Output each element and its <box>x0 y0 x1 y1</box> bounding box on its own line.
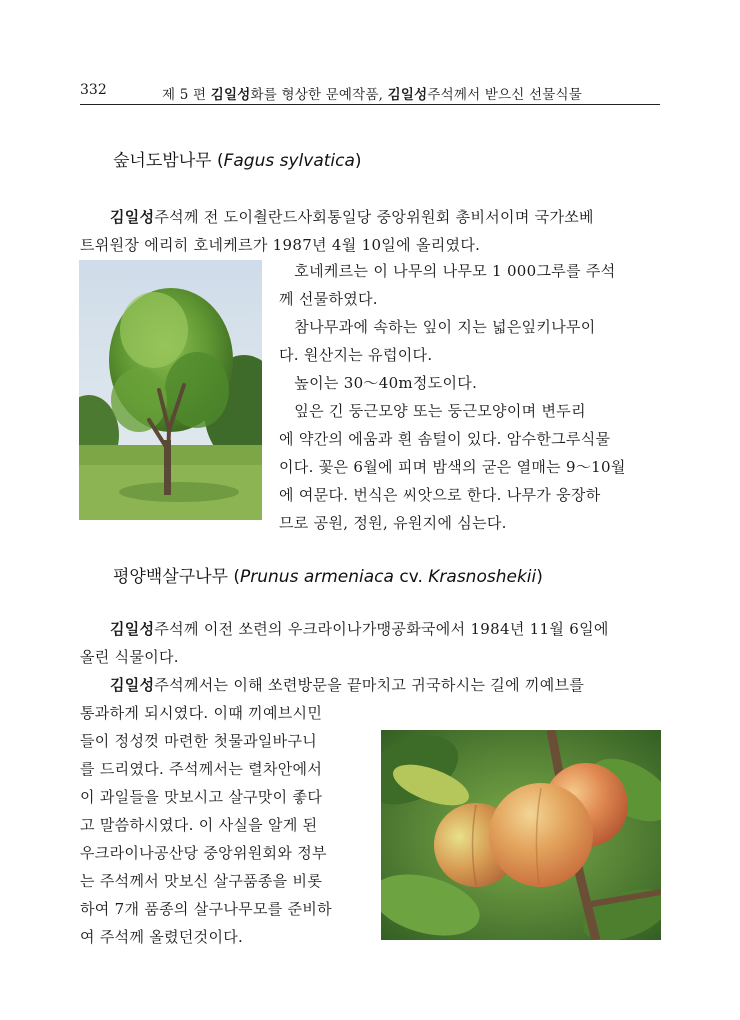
leader-name: 김일성 <box>110 208 155 226</box>
apricot-story-paragraph <box>80 699 380 951</box>
text-span: 올린 식물이다. <box>80 648 179 666</box>
text-line: 고 말씀하시였다. 이 사실을 알게 된 <box>80 816 318 834</box>
text-span: 트위원장 에리히 호네케르가 1987년 4월 10일에 올리였다. <box>80 236 481 254</box>
part-label: 제 5 편 <box>162 87 211 103</box>
text-line: 에 여문다. 번식은 씨앗으로 한다. 나무가 웅장하 <box>279 486 601 504</box>
text-line: 여 주석께 올렸던것이다. <box>80 928 244 946</box>
text-line: 에 약간의 에움과 흰 솜털이 있다. 암수한그루식물 <box>279 430 611 448</box>
paren-close: ) <box>354 151 362 171</box>
text-line: 를 드리였다. 주석께서는 렬차안에서 <box>80 760 323 778</box>
section-title-apricot <box>113 562 543 587</box>
plant-latin-name: Prunus armeniaca <box>240 567 394 587</box>
paren-open: ( <box>211 151 224 171</box>
apricot-fruit-photo <box>381 730 661 940</box>
page-number: 332 <box>80 82 107 98</box>
beech-description <box>279 257 661 537</box>
text-line: 참나무과에 속하는 잎이 지는 넓은잎키나무이 <box>279 318 596 336</box>
text-line <box>80 615 660 643</box>
cultivar-abbr: cv. <box>393 567 429 587</box>
section-title-beech <box>113 146 362 171</box>
text-line <box>80 671 660 699</box>
text-line: 들이 정성껏 마련한 첫물과일바구니 <box>80 732 318 750</box>
text-line: 하여 7개 품종의 살구나무모를 준비하 <box>80 900 332 918</box>
plant-latin-name: Fagus sylvatica <box>223 151 355 171</box>
text-line: 이 과일들을 맛보시고 살구맛이 좋다 <box>80 788 323 806</box>
text-line: 잎은 긴 둥근모양 또는 둥근모양이며 변두리 <box>279 402 586 420</box>
text-line: 높이는 30～40m정도이다. <box>279 374 478 392</box>
apricot-intro-paragraph <box>80 615 660 699</box>
cultivar-name: Krasnoshekii <box>428 567 537 587</box>
text-line: 우크라이나공산당 중앙위원회와 정부 <box>80 844 327 862</box>
running-header <box>80 78 660 105</box>
beech-intro-paragraph <box>80 203 660 259</box>
plant-korean-name: 평양백살구나무 <box>113 567 228 587</box>
text-line: 통과하게 되시였다. 이때 끼예브시민 <box>80 704 323 722</box>
leader-name: 김일성 <box>387 87 428 103</box>
plant-korean-name: 숲너도밤나무 <box>113 151 212 171</box>
running-title <box>162 83 582 103</box>
text-line: 이다. 꽃은 6월에 피며 밤색의 굳은 열매는 9～10월 <box>279 458 626 476</box>
text-line: 므로 공원, 정원, 유원지에 심는다. <box>279 514 507 532</box>
text-line <box>80 231 660 259</box>
paren-close: ) <box>536 567 543 587</box>
text-line <box>80 643 660 671</box>
leader-name: 김일성 <box>110 620 155 638</box>
text-span: 주석께 전 도이췰란드사회통일당 중앙위원회 총비서이며 국가쏘베 <box>154 208 594 226</box>
beech-tree-photo <box>79 260 262 520</box>
leader-name: 김일성 <box>110 676 155 694</box>
text-span: 주석께 이전 쏘련의 우크라이나가맹공화국에서 1984년 11월 6일에 <box>154 620 609 638</box>
paren-open: ( <box>227 567 241 587</box>
leader-name: 김일성 <box>210 87 251 103</box>
text-line: 다. 원산지는 유럽이다. <box>279 346 433 364</box>
text-span: 주석께서는 이해 쏘련방문을 끝마치고 귀국하시는 길에 끼예브를 <box>154 676 585 694</box>
title-part: 주석께서 받으신 선물식물 <box>427 87 582 103</box>
title-part: 화를 형상한 문예작품, <box>250 87 388 103</box>
text-line: 께 선물하였다. <box>279 290 378 308</box>
apricot-fruit-icon <box>381 730 661 940</box>
text-line <box>80 203 660 231</box>
text-line: 호네케르는 이 나무의 나무모 1 000그루를 주석 <box>279 262 616 280</box>
text-line: 는 주석께서 맛보신 살구품종을 비롯 <box>80 872 323 890</box>
beech-tree-icon <box>79 260 262 520</box>
